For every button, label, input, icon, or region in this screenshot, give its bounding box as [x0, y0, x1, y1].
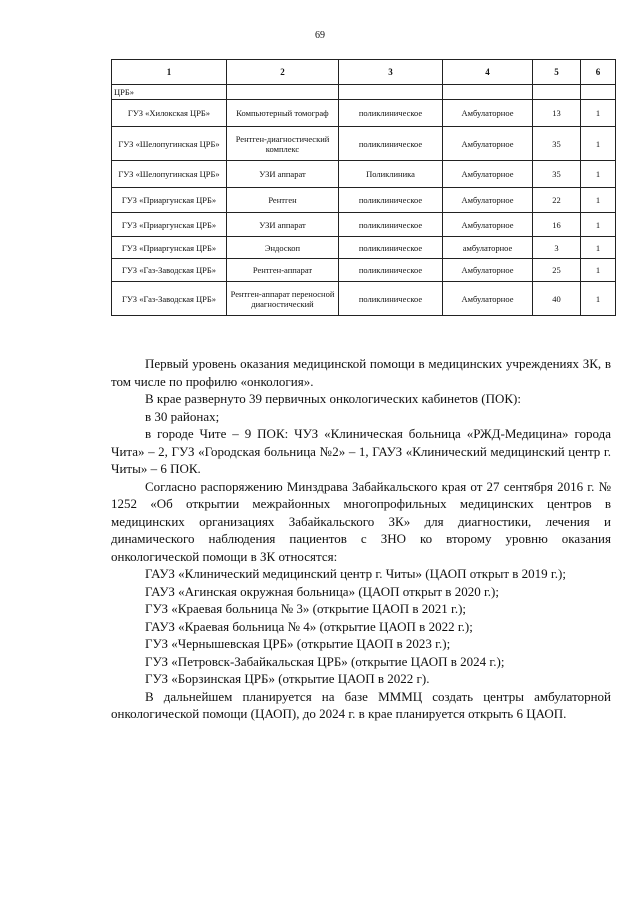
- table-cell: 3: [533, 237, 581, 259]
- table-cell: 13: [533, 100, 581, 127]
- body-paragraph: ГУЗ «Краевая больница № 3» (открытие ЦАОП в 2021 г.);: [145, 601, 467, 616]
- table-cell: 1: [581, 259, 616, 282]
- table-cell: 1: [581, 282, 616, 316]
- table-row: [112, 237, 616, 259]
- body-paragraph: В дальнейшем планируется на базе МММЦ создать центры амбулаторной онкологической помощи (ЦАОП), до 2024 г. в крае планируется открыть 6 ЦАОП.: [111, 688, 611, 721]
- column-header: 6: [581, 60, 616, 85]
- table-cell: Амбулаторное: [443, 127, 533, 161]
- body-paragraph: ГАУЗ «Агинская окружная больница» (ЦАОП открыт в 2020 г.);: [145, 583, 499, 599]
- table-cell: поликлиническое: [339, 282, 443, 316]
- table-cell: 1: [581, 237, 616, 259]
- table-row: [112, 85, 616, 100]
- table-row: [112, 100, 616, 127]
- table-cell: 1: [581, 127, 616, 161]
- table-header-row: [112, 60, 616, 85]
- table-cell: поликлиническое: [339, 127, 443, 161]
- table-cell: ГУЗ «Шелопугинская ЦРБ»: [112, 127, 227, 161]
- table-cell: 22: [533, 188, 581, 213]
- table-cell: УЗИ аппарат: [227, 161, 339, 188]
- body-paragraph: в городе Чите – 9 ПОК: ЧУЗ «Клиническая больница «РЖД-Медицина» города Чита» – 2, ГУЗ «Городская больница №2» – 1, ГАУЗ «Клинический медицинский центр г. Читы» – 6 ПОК.: [111, 426, 611, 476]
- equipment-table: [111, 59, 616, 316]
- body-paragraph: в 30 районах;: [145, 408, 220, 424]
- table-cell: ГУЗ «Приаргунская ЦРБ»: [112, 213, 227, 237]
- body-paragraph: ГАУЗ «Клинический медицинский центр г. Читы» (ЦАОП открыт в 2019 г.);: [145, 566, 566, 581]
- table-cell: Амбулаторное: [443, 100, 533, 127]
- table-cell: ГУЗ «Приаргунская ЦРБ»: [112, 237, 227, 259]
- column-header: 3: [339, 60, 443, 85]
- table-cell: Амбулаторное: [443, 161, 533, 188]
- document-body: [111, 355, 611, 723]
- table-cell: Компьютерный томограф: [227, 100, 339, 127]
- table-cell: Амбулаторное: [443, 259, 533, 282]
- table-cell: поликлиническое: [339, 213, 443, 237]
- table-cell: поликлиническое: [339, 100, 443, 127]
- table-row: [112, 259, 616, 282]
- table-cell: 1: [581, 100, 616, 127]
- table-cell: [339, 85, 443, 100]
- table-row: [112, 188, 616, 213]
- table-cell: [443, 85, 533, 100]
- table-cell: 40: [533, 282, 581, 316]
- table-cell: Эндоскоп: [227, 237, 339, 259]
- table-cell: Рентген-аппарат переносной диагностический: [227, 282, 339, 316]
- table-row: [112, 161, 616, 188]
- table-cell: Рентген-диагностический комплекс: [227, 127, 339, 161]
- table-cell: поликлиническое: [339, 237, 443, 259]
- column-header: 5: [533, 60, 581, 85]
- table-cell: поликлиническое: [339, 259, 443, 282]
- table-cell: 16: [533, 213, 581, 237]
- body-paragraph: В крае развернуто 39 первичных онкологических кабинетов (ПОК):: [145, 391, 521, 406]
- body-paragraph: ГУЗ «Борзинская ЦРБ» (открытие ЦАОП в 2022 г).: [145, 671, 430, 686]
- table-row: [112, 127, 616, 161]
- body-paragraph: Первый уровень оказания медицинской помощи в медицинских учреждениях ЗК, в том числе по профилю «онкология».: [111, 356, 611, 389]
- table-cell: Поликлиника: [339, 161, 443, 188]
- table-cell: [227, 85, 339, 100]
- table-cell: 25: [533, 259, 581, 282]
- table-cell: амбулаторное: [443, 237, 533, 259]
- table-cell: Рентген-аппарат: [227, 259, 339, 282]
- table-cell: ГУЗ «Шелопугинская ЦРБ»: [112, 161, 227, 188]
- table-cell: [533, 85, 581, 100]
- column-header: 2: [227, 60, 339, 85]
- table-cell: 1: [581, 213, 616, 237]
- table-cell: ГУЗ «Приаргунская ЦРБ»: [112, 188, 227, 213]
- body-paragraph: ГУЗ «Чернышевская ЦРБ» (открытие ЦАОП в 2023 г.);: [145, 636, 451, 651]
- table-cell: УЗИ аппарат: [227, 213, 339, 237]
- table-cell: ГУЗ «Газ-Заводская ЦРБ»: [112, 259, 227, 282]
- page-number: 69: [315, 30, 325, 41]
- table-cell: Амбулаторное: [443, 188, 533, 213]
- body-paragraph: ГАУЗ «Краевая больница № 4» (открытие ЦАОП в 2022 г.);: [145, 618, 473, 634]
- table-cell: Рентген: [227, 188, 339, 213]
- table-cell: поликлиническое: [339, 188, 443, 213]
- column-header: 1: [112, 60, 227, 85]
- table-cell: Амбулаторное: [443, 213, 533, 237]
- body-paragraph: Согласно распоряжению Минздрава Забайкальского края от 27 сентября 2016 г. № 1252 «Об открытии межрайонных многопрофильных медицинских центров в медицинских организациях Забайкальского ЗК» для диагностики, лечения и динамического наблюдения пациентов с ЗНО ко второму уровню оказания онкологической помощи в ЗК относятся:: [111, 478, 611, 564]
- column-header: 4: [443, 60, 533, 85]
- table-cell: 35: [533, 161, 581, 188]
- table-cell: 1: [581, 188, 616, 213]
- table-cell: ГУЗ «Газ-Заводская ЦРБ»: [112, 282, 227, 316]
- table-cell: ЦРБ»: [112, 85, 227, 100]
- table-cell: [581, 85, 616, 100]
- table-cell: Амбулаторное: [443, 282, 533, 316]
- table-cell: 1: [581, 161, 616, 188]
- body-paragraph: ГУЗ «Петровск-Забайкальская ЦРБ» (открытие ЦАОП в 2024 г.);: [145, 653, 505, 669]
- table-cell: ГУЗ «Хилокская ЦРБ»: [112, 100, 227, 127]
- table-cell: 35: [533, 127, 581, 161]
- table-row: [112, 282, 616, 316]
- table-row: [112, 213, 616, 237]
